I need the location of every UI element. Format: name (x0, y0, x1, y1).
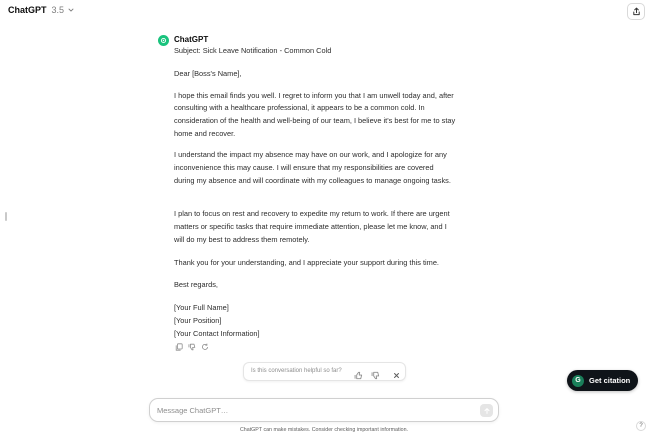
email-closing: Best regards, (174, 280, 218, 289)
regenerate-icon (201, 343, 209, 351)
email-subject: Subject: Sick Leave Notification - Common Cold (174, 46, 332, 55)
message-actions (174, 342, 209, 351)
share-button[interactable] (627, 3, 645, 20)
chevron-down-icon (67, 6, 75, 14)
sidebar-toggle-handle[interactable] (5, 212, 7, 221)
signature-line: [Your Position] (174, 315, 222, 325)
email-greeting: Dear [Boss's Name], (174, 69, 242, 78)
arrow-up-icon (483, 407, 491, 415)
message-sender: ChatGPT (174, 35, 209, 44)
top-bar (0, 0, 650, 24)
help-button[interactable]: ? (636, 421, 646, 431)
email-paragraph: Thank you for your understanding, and I appreciate your support during this time. (174, 258, 439, 267)
email-paragraph: I plan to focus on rest and recovery to expedite my return to work. If there are urgent matters or specific tasks that require immediate attention, please let me know, and I will do my best to address them remotely. (174, 209, 450, 244)
model-version: 3.5 (51, 5, 65, 15)
share-icon (632, 7, 641, 16)
close-icon (392, 371, 401, 380)
chatgpt-avatar (158, 35, 169, 46)
email-paragraph: I hope this email finds you well. I regret to inform you that I am unwell today and, after consulting with a healthcare professional, it appears to be a common cold. In consideration of the health and well-being of our team, I believe it's best for me to stay home and recover. (174, 90, 456, 138)
copy-icon (175, 343, 183, 351)
signature-line: [Your Contact Information] (174, 328, 260, 338)
feedback-question: Is this conversation helpful so far? (251, 368, 342, 374)
thumbs-up-icon (354, 371, 363, 380)
email-paragraph: I understand the impact my absence may have on our work, and I apologize for any inconvenience this may cause. I will ensure that my responsibilities are covered during my absence and will coordinate with my colleagues to manage ongoing tasks. (174, 150, 451, 185)
message-input[interactable] (157, 404, 467, 417)
get-citation-button[interactable] (567, 370, 638, 391)
citation-label: Get citation (589, 376, 631, 385)
regenerate-button[interactable] (200, 342, 209, 351)
citation-logo-letter: G (575, 377, 581, 384)
model-selector[interactable] (8, 5, 75, 15)
citation-logo-icon (572, 375, 584, 387)
feedback-thumbs-up-button[interactable] (354, 367, 363, 376)
thumbs-down-icon (188, 343, 196, 351)
thumbs-down-icon (371, 371, 380, 380)
footer-disclaimer: ChatGPT can make mistakes. Consider checking important information. (239, 427, 408, 433)
model-name: ChatGPT (8, 5, 47, 15)
message-composer (149, 398, 499, 422)
feedback-prompt (243, 362, 406, 381)
thumbs-down-button[interactable] (187, 342, 196, 351)
send-button[interactable] (480, 404, 493, 417)
feedback-close-button[interactable] (392, 367, 401, 376)
feedback-thumbs-down-button[interactable] (371, 367, 380, 376)
signature-line: [Your Full Name] (174, 303, 229, 312)
openai-logo-icon (160, 37, 167, 44)
email-signature (174, 302, 260, 340)
copy-button[interactable] (174, 342, 183, 351)
